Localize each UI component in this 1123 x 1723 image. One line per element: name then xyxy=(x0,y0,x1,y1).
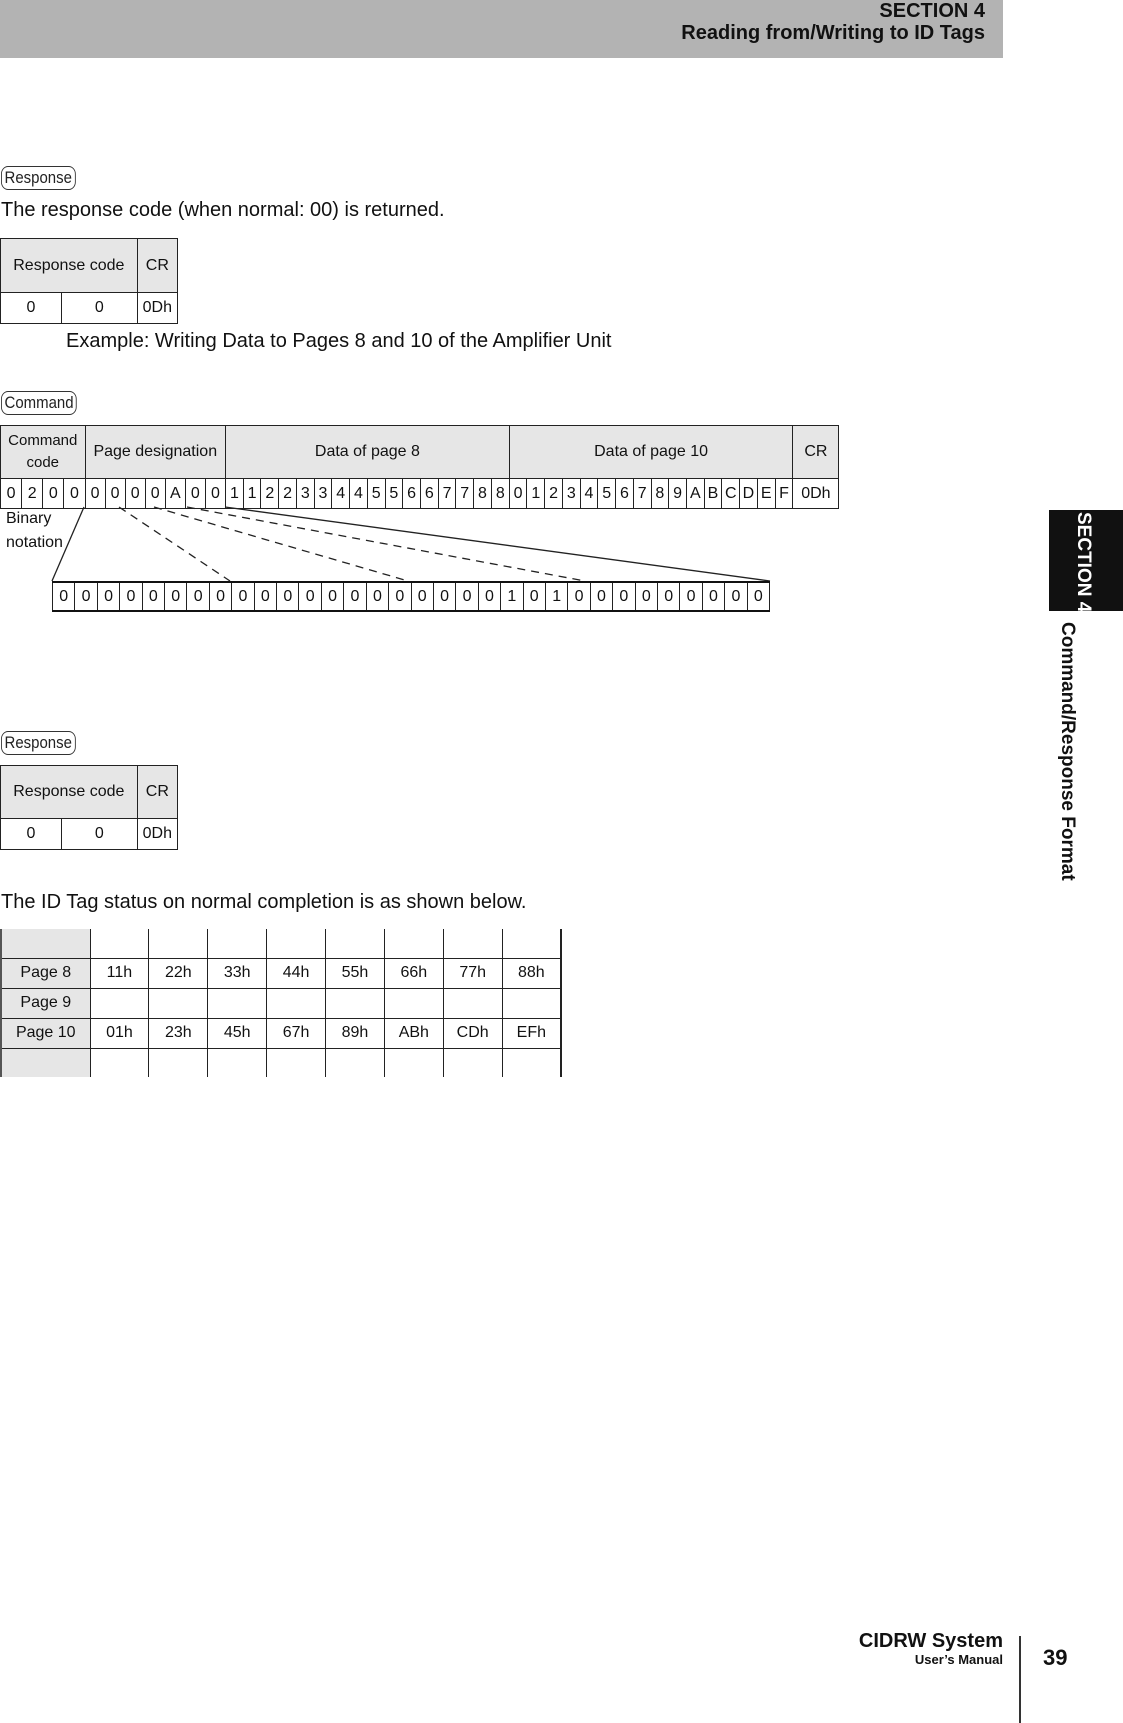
row-label: Page 9 xyxy=(1,988,90,1018)
binary-cell: 0 xyxy=(702,582,724,611)
binary-cell: 0 xyxy=(635,582,657,611)
connector-line xyxy=(225,507,770,581)
binary-cell: 0 xyxy=(568,582,590,611)
binary-cell: 0 xyxy=(389,582,411,611)
status-cell: 11h xyxy=(90,958,149,988)
command-cell: 0Dh xyxy=(793,479,839,509)
status-cell: 66h xyxy=(384,958,443,988)
status-row xyxy=(1,1048,561,1077)
cell: 0 xyxy=(1,819,62,850)
binary-cell: 0 xyxy=(232,582,254,611)
binary-cell: 0 xyxy=(299,582,321,611)
footer-manual: User’s Manual xyxy=(914,1652,1003,1667)
binary-cell: 1 xyxy=(501,582,523,611)
command-cell: 0 xyxy=(1,479,22,509)
binary-cell: 0 xyxy=(613,582,635,611)
status-cell: EFh xyxy=(502,1018,561,1048)
command-cell: 5 xyxy=(385,479,403,509)
binary-label-line: Binary xyxy=(6,510,52,527)
command-cell: 3 xyxy=(314,479,332,509)
binary-cell: 0 xyxy=(725,582,747,611)
command-cell: 2 xyxy=(545,479,563,509)
binary-cell: 0 xyxy=(344,582,366,611)
connector-dashed xyxy=(119,507,230,581)
response-code-header: Response code xyxy=(1,239,138,293)
row-label: Page 10 xyxy=(1,1018,90,1048)
data-page10-header: Data of page 10 xyxy=(509,426,793,479)
command-cell: E xyxy=(757,479,775,509)
side-tab-section: SECTION 4 xyxy=(1073,512,1094,613)
command-cell: 4 xyxy=(332,479,350,509)
binary-cell: 0 xyxy=(75,582,97,611)
binary-cell: 1 xyxy=(545,582,567,611)
status-cell xyxy=(384,929,443,958)
command-cell: 0 xyxy=(85,479,105,509)
status-cell xyxy=(208,929,267,958)
cell: 0 xyxy=(62,819,138,850)
footer-product: CIDRW System xyxy=(858,1630,1003,1652)
binary-cell: 0 xyxy=(456,582,478,611)
binary-cell: 0 xyxy=(120,582,142,611)
status-cell xyxy=(149,1048,208,1077)
command-cell: 8 xyxy=(474,479,492,509)
command-cell: 0 xyxy=(43,479,64,509)
status-cell: ABh xyxy=(384,1018,443,1048)
status-cell xyxy=(208,988,267,1018)
status-cell: 67h xyxy=(267,1018,326,1048)
command-cell: 7 xyxy=(438,479,456,509)
status-cell xyxy=(502,988,561,1018)
command-cell: B xyxy=(704,479,722,509)
command-cell: 9 xyxy=(669,479,687,509)
status-cell xyxy=(502,929,561,958)
command-cell: A xyxy=(165,479,185,509)
status-text: The ID Tag status on normal completion is as shown below. xyxy=(1,891,527,913)
status-cell xyxy=(326,1048,385,1077)
command-cell: 2 xyxy=(22,479,43,509)
status-cell xyxy=(502,1048,561,1077)
status-cell: CDh xyxy=(443,1018,502,1048)
command-cell: 6 xyxy=(420,479,438,509)
status-cell xyxy=(208,1048,267,1077)
binary-cell: 0 xyxy=(478,582,500,611)
binary-cell: 0 xyxy=(53,582,75,611)
status-row xyxy=(1,1018,561,1048)
status-cell: 23h xyxy=(149,1018,208,1048)
status-cell xyxy=(149,929,208,958)
command-cell: 3 xyxy=(562,479,580,509)
command-cell: 1 xyxy=(243,479,261,509)
command-cell: 6 xyxy=(403,479,421,509)
cell: 0Dh xyxy=(137,293,177,324)
cr-header: CR xyxy=(137,239,177,293)
status-cell: 77h xyxy=(443,958,502,988)
command-cell: 4 xyxy=(580,479,598,509)
status-cell: 89h xyxy=(326,1018,385,1048)
binary-cell: 0 xyxy=(165,582,187,611)
status-cell xyxy=(90,988,149,1018)
status-cell: 22h xyxy=(149,958,208,988)
command-code-header: Command code xyxy=(1,426,86,479)
row-label xyxy=(1,929,90,958)
binary-cell: 0 xyxy=(209,582,231,611)
binary-cell: 0 xyxy=(523,582,545,611)
header-section: SECTION 4 xyxy=(879,0,985,22)
id-tag-status-table xyxy=(0,929,562,1077)
binary-cell: 0 xyxy=(187,582,209,611)
command-label: Command xyxy=(1,391,77,415)
command-cell: D xyxy=(740,479,758,509)
command-cell: 0 xyxy=(509,479,527,509)
binary-cell: 0 xyxy=(680,582,702,611)
command-cell: 5 xyxy=(598,479,616,509)
binary-cell: 0 xyxy=(411,582,433,611)
status-row xyxy=(1,988,561,1018)
status-cell xyxy=(267,1048,326,1077)
command-cell: 7 xyxy=(633,479,651,509)
status-cell xyxy=(267,988,326,1018)
binary-cell: 0 xyxy=(254,582,276,611)
command-cell: F xyxy=(775,479,793,509)
command-cell: 8 xyxy=(651,479,669,509)
binary-table xyxy=(52,581,770,612)
command-cell: 1 xyxy=(226,479,244,509)
command-cell: 0 xyxy=(145,479,165,509)
status-row xyxy=(1,958,561,988)
binary-cell: 0 xyxy=(747,582,769,611)
binary-cell: 0 xyxy=(142,582,164,611)
response-label: Response xyxy=(1,166,75,190)
page-designation-header: Page designation xyxy=(85,426,226,479)
command-cell: 0 xyxy=(125,479,145,509)
status-cell xyxy=(90,929,149,958)
command-cell: 0 xyxy=(105,479,125,509)
cr-header: CR xyxy=(793,426,839,479)
status-cell: 01h xyxy=(90,1018,149,1048)
command-cell: 0 xyxy=(205,479,225,509)
status-row xyxy=(1,929,561,958)
binary-cell: 0 xyxy=(97,582,119,611)
status-cell: 44h xyxy=(267,958,326,988)
row-label xyxy=(1,1048,90,1077)
command-cell: 8 xyxy=(491,479,509,509)
cell: 0Dh xyxy=(137,819,177,850)
binary-cell: 0 xyxy=(657,582,679,611)
command-cell: 3 xyxy=(296,479,314,509)
status-cell xyxy=(443,929,502,958)
command-cell: 5 xyxy=(367,479,385,509)
example-heading: Example: Writing Data to Pages 8 and 10 of the Amplifier Unit xyxy=(66,330,612,352)
response-code-header: Response code xyxy=(1,766,138,819)
command-cell: A xyxy=(686,479,704,509)
status-cell: 88h xyxy=(502,958,561,988)
status-cell xyxy=(267,929,326,958)
page-number: 39 xyxy=(1043,1645,1068,1670)
data-page8-header: Data of page 8 xyxy=(226,426,510,479)
cell: 0 xyxy=(1,293,62,324)
command-cell: C xyxy=(722,479,740,509)
command-cell: 1 xyxy=(527,479,545,509)
binary-cell: 0 xyxy=(433,582,455,611)
binary-cell: 0 xyxy=(321,582,343,611)
cell: 0 xyxy=(62,293,138,324)
command-cell: 4 xyxy=(350,479,368,509)
command-cell: 7 xyxy=(456,479,474,509)
binary-cell: 0 xyxy=(590,582,612,611)
response-text: The response code (when normal: 00) is returned. xyxy=(1,199,445,221)
command-cell: 2 xyxy=(279,479,297,509)
command-cell: 0 xyxy=(185,479,205,509)
status-cell: 55h xyxy=(326,958,385,988)
cr-header: CR xyxy=(137,766,177,819)
header-title: Reading from/Writing to ID Tags xyxy=(681,22,985,44)
response-label: Response xyxy=(1,731,75,755)
status-cell: 33h xyxy=(208,958,267,988)
side-tab-title: Command/Response Format xyxy=(1057,622,1078,881)
connector-dashed xyxy=(154,507,408,581)
response-table-2 xyxy=(0,765,178,850)
command-cell: 6 xyxy=(616,479,634,509)
footer-divider xyxy=(1019,1636,1021,1723)
status-cell xyxy=(384,1048,443,1077)
binary-cell: 0 xyxy=(366,582,388,611)
row-label: Page 8 xyxy=(1,958,90,988)
command-cell: 0 xyxy=(64,479,85,509)
binary-label-line: notation xyxy=(6,534,63,551)
connector-line xyxy=(52,507,84,581)
status-cell xyxy=(326,988,385,1018)
status-cell xyxy=(443,1048,502,1077)
command-cell: 2 xyxy=(261,479,279,509)
connector-dashed xyxy=(187,507,585,581)
status-cell xyxy=(326,929,385,958)
status-cell xyxy=(149,988,208,1018)
status-cell xyxy=(443,988,502,1018)
status-cell xyxy=(90,1048,149,1077)
status-cell xyxy=(384,988,443,1018)
status-cell: 45h xyxy=(208,1018,267,1048)
binary-cell: 0 xyxy=(277,582,299,611)
